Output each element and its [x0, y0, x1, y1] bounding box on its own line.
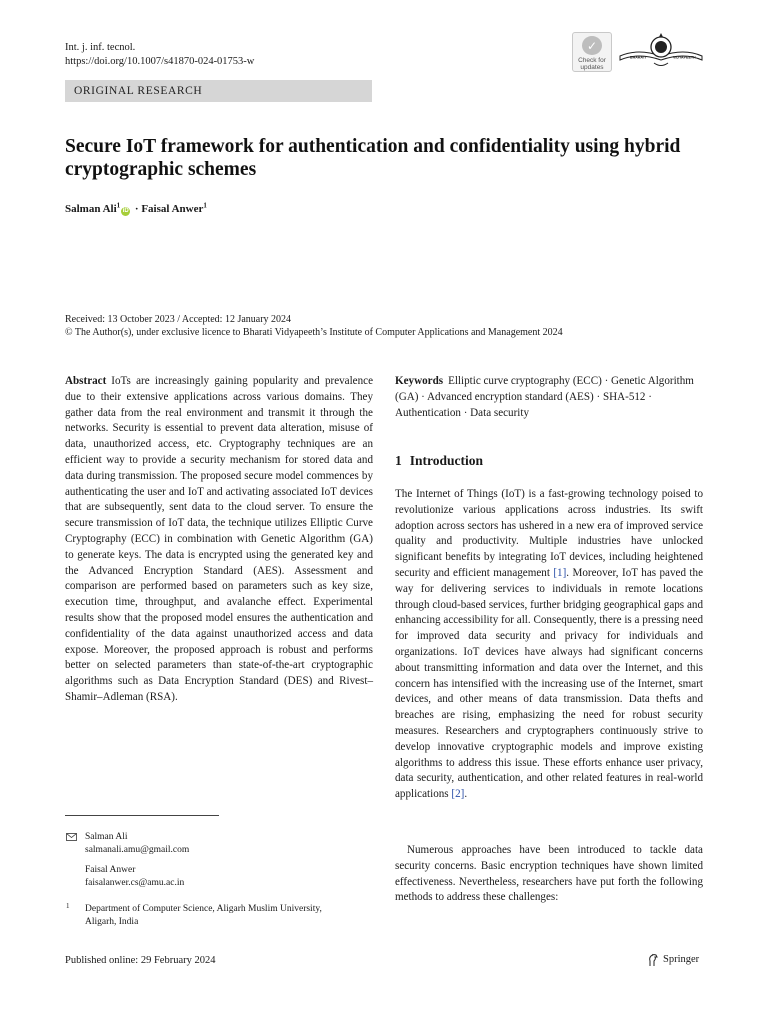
- abstract-heading: Abstract: [65, 375, 107, 387]
- citation-link[interactable]: [1]: [553, 566, 567, 579]
- author-name[interactable]: Salman Ali: [65, 203, 117, 215]
- author-name[interactable]: Faisal Anwer: [141, 203, 204, 215]
- section-label: ORIGINAL RESEARCH: [74, 85, 203, 97]
- author-email[interactable]: salmanali.amu@gmail.com: [85, 845, 190, 855]
- bharati-vidyapeeth-emblem-icon: [618, 30, 704, 70]
- author-separator: ·: [134, 203, 139, 215]
- footnote-divider: [65, 815, 219, 816]
- published-online-date: Published online: 29 February 2024: [65, 955, 216, 966]
- check-for-updates-badge[interactable]: [572, 32, 612, 72]
- journal-name: Int. j. inf. tecnol.: [65, 42, 136, 53]
- paragraph-text: . Moreover, IoT has paved the way for delivering services to individuals in remote locations through cloud-based services, further bridging geographical gaps and enhancing accessibility for all. Consequently, there is a pressing need for improved data security and privacy for individuals and organizations. IoT devices have always had significant concerns about transmitting information and data over the Internet, and this concern has intensified with the increasing use of the Internet, smart devices, and other means of data transmission. Data thefts and breaches are rising, emphasizing the need for robust security measures. Researchers and cryptographers continuously strive to develop innovative cryptographic models and improve existing algorithms to address this issue. These efforts enhance user privacy, data security, authentication, and other related features in real-world applications: [395, 566, 703, 801]
- received-accepted-dates: Received: 13 October 2023 / Accepted: 12 January 2024: [65, 314, 292, 325]
- abstract: [65, 374, 373, 706]
- citation-link[interactable]: [2]: [451, 788, 465, 801]
- abstract-text: IoTs are increasingly gaining popularity and prevalence due to their extensive applications across various domains. They gather data from the real environment and transmit it through the networks. Security is essential to prevent data alteration, misuse of data, unauthorized access, etc. Cryptography techniques are an efficient way to provide a security mechanism for stored data and data during transmission. The proposed secure model commences by authenticating the user and IoT and activating associated IoT devices that are subsequently, sent data to the cloud server. To ensure the secure transmission of IoT data, the technique utilizes Elliptic Curve Cryptography (ECC) in combination with Genetic Algorithm (GA) to generate keys. The data is encrypted using the generated key and the Advanced Encryption Standard (AES). Assessment and comparison are performed based on parameters such as key size, execution time, throughput, and avalanche effect. Experimental results show that the proposed model ensures the authentication and confidentiality of the data against unauthorized access and data expose. Moreover, the proposed approach is robust and performs better on selected parameters than state-of-the-art cryptographic algorithms such as Data Encryption Standard (DES) and Rivest–Shamir–Adleman (RSA).: [65, 375, 373, 703]
- author-affiliation-mark: 1: [116, 201, 121, 210]
- author-affiliation-mark: 1: [203, 201, 207, 210]
- article-title: Secure IoT framework for authentication and confidentiality using hybrid cryptographic schemes: [65, 136, 681, 180]
- affiliation-number: 1: [66, 902, 70, 910]
- intro-paragraph: Numerous approaches have been introduced to tackle data security concerns. Basic encryption techniques have shown limited effectiveness. Nevertheless, researchers have put forth the following methods to address these challenges:: [395, 844, 703, 904]
- publisher-logo-text-right: VIDYAPEETH: [673, 55, 696, 60]
- keywords-text: Elliptic curve cryptography (ECC) · Genetic Algorithm (GA) · Advanced encryption standard (AES) · SHA-512 · Authentication · Data security: [395, 375, 694, 419]
- keywords-heading: Keywords: [395, 375, 444, 387]
- orcid-icon[interactable]: iD: [122, 208, 129, 214]
- keywords: [395, 374, 703, 421]
- springer-horse-icon: [647, 953, 659, 967]
- paragraph-text: .: [464, 788, 468, 801]
- section-title: Introduction: [409, 453, 484, 468]
- section-heading-introduction: [395, 453, 483, 469]
- publisher-logo-text-left: BHARATI: [630, 55, 646, 60]
- author-list: [65, 202, 207, 216]
- paragraph-text: The Internet of Things (IoT) is a fast-growing technology poised to revolutionize various applications across industries. Its swift adoption across sectors has ushered in a new era of improved service quality and productivity. Multiple industries have unlocked significant benefits by integrating IoT devices, including heightened security and efficient management: [395, 488, 703, 579]
- corresponding-author-name: Salman Ali: [85, 832, 128, 842]
- author-name-footnote: Faisal Anwer: [85, 865, 136, 875]
- doi-link[interactable]: https://doi.org/10.1007/s41870-024-01753-w: [65, 56, 255, 67]
- envelope-icon: [66, 833, 77, 841]
- author-email[interactable]: faisalanwer.cs@amu.ac.in: [85, 878, 185, 888]
- check-updates-icon: ✓: [582, 36, 602, 55]
- check-updates-label: Check for updates: [578, 57, 606, 71]
- publisher-name: Springer: [663, 954, 700, 965]
- affiliation-text: Department of Computer Science, Aligarh Muslim University, Aligarh, India: [85, 904, 322, 927]
- section-number: 1: [395, 453, 402, 468]
- intro-paragraph: [395, 487, 703, 803]
- copyright-notice: © The Author(s), under exclusive licence to Bharati Vidyapeeth’s Institute of Computer Applications and Management 2024: [65, 327, 563, 338]
- publisher-mark: [647, 953, 699, 967]
